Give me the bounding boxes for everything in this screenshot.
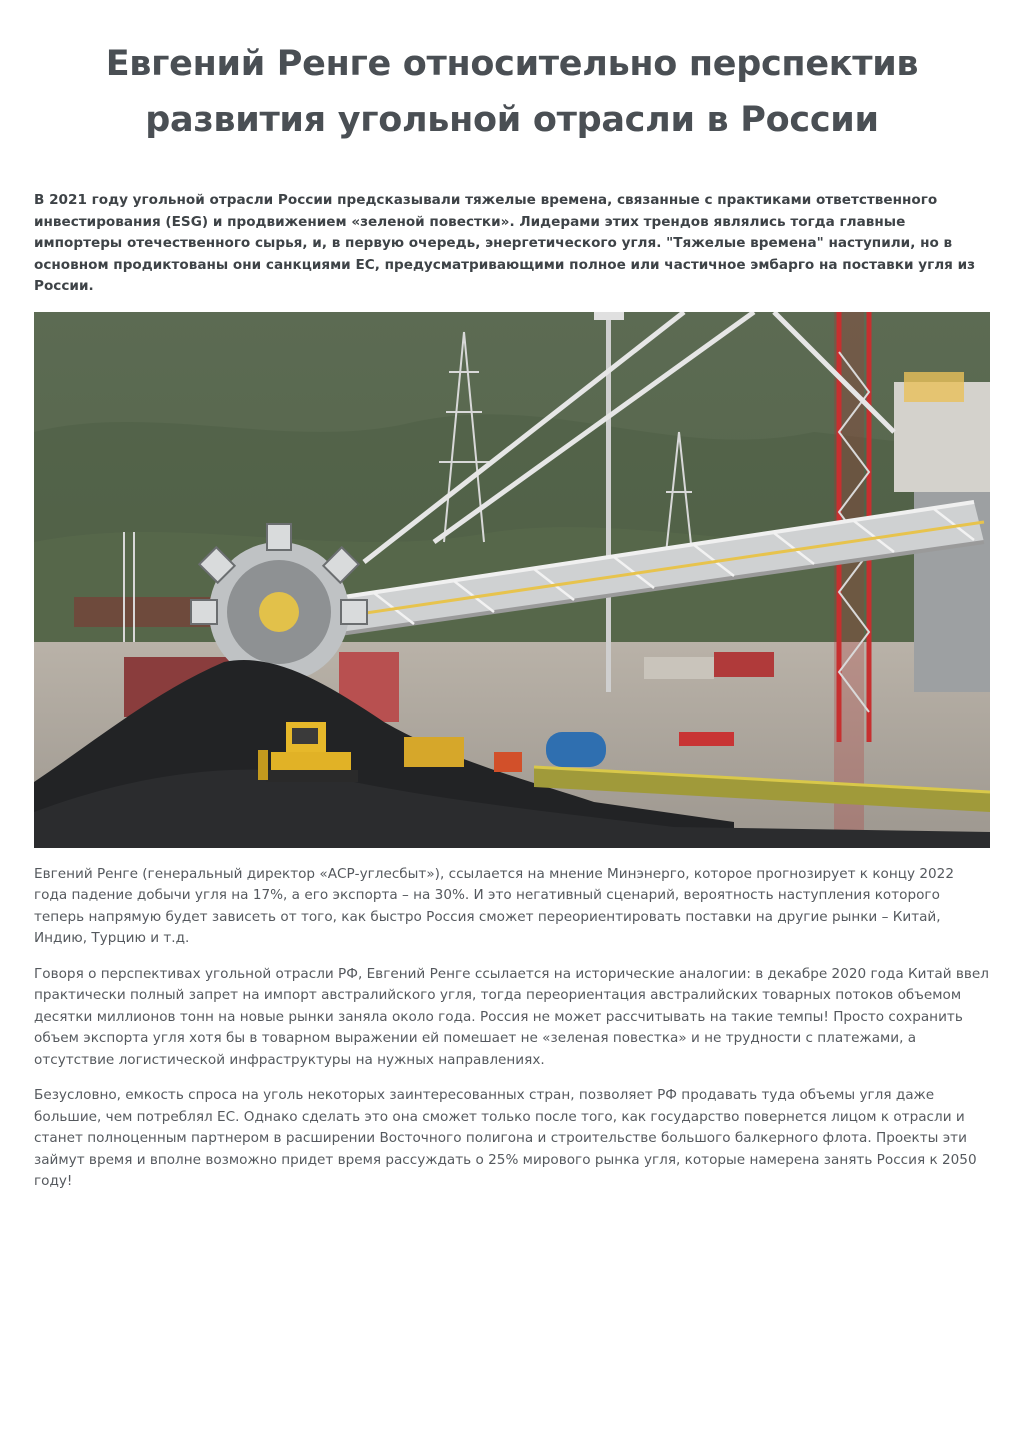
- article-paragraph: Говоря о перспективах угольной отрасли РФ, Евгений Ренге ссылается на исторические аналогии: в декабре 2020 года Китай ввел практически полный запрет на импорт австралийского угля, тогда переориентация австралийских товарных потоков объемом десятки миллионов тонн на новые рынки заняла около года. Россия не может рассчитывать на такие темпы! Просто сохранить объем экспорта угля хотя бы в товарном выражении ей помешает не «зеленая повестка» и не трудности с платежами, а отсутствие логистической инфраструктуры на нужных направлениях.: [34, 965, 989, 1068]
- article-title: Евгений Ренге относительно перспектив развития угольной отрасли в России: [105, 44, 919, 140]
- coal-terminal-illustration: [34, 312, 990, 848]
- article-lead: В 2021 году угольной отрасли России предсказывали тяжелые времена, связанные с практиками ответственного инвестирования (ESG) и продвижением «зеленой повестки». Лидерами этих трендов являлись тогда главные импортеры отечественного сырья, и, в первую очередь, энергетического угля. "Тяжелые времена" наступили, но в основном продиктованы они санкциями ЕС, предусматривающими полное или частичное эмбарго на поставки угля из России.: [34, 192, 976, 294]
- coal-terminal-photo: [34, 312, 990, 848]
- article-paragraph: Евгений Ренге (генеральный директор «АСР-углесбыт»), ссылается на мнение Минэнерго, которое прогнозирует к концу 2022 года падение добычи угля на 17%, а его экспорта – на 30%. И это негативный сценарий, вероятность наступления которого теперь напрямую будет зависеть от того, как быстро Россия сможет переориентировать поставки на другие рынки – Китай, Индию, Турцию и т.д.: [34, 865, 954, 946]
- article: [34, 0, 990, 1193]
- article-paragraph: Безусловно, емкость спроса на уголь некоторых заинтересованных стран, позволяет РФ продавать туда объемы угля даже большие, чем потреблял ЕС. Однако сделать это она сможет только после того, как государство повернется лицом к отрасли и станет полноценным партнером в расширении Восточного полигона и строительстве большого балкерного флота. Проекты эти займут время и вполне возможно придет время рассуждать о 25% мирового рынка угля, которые намерена занять Россия к 2050 году!: [34, 1087, 977, 1189]
